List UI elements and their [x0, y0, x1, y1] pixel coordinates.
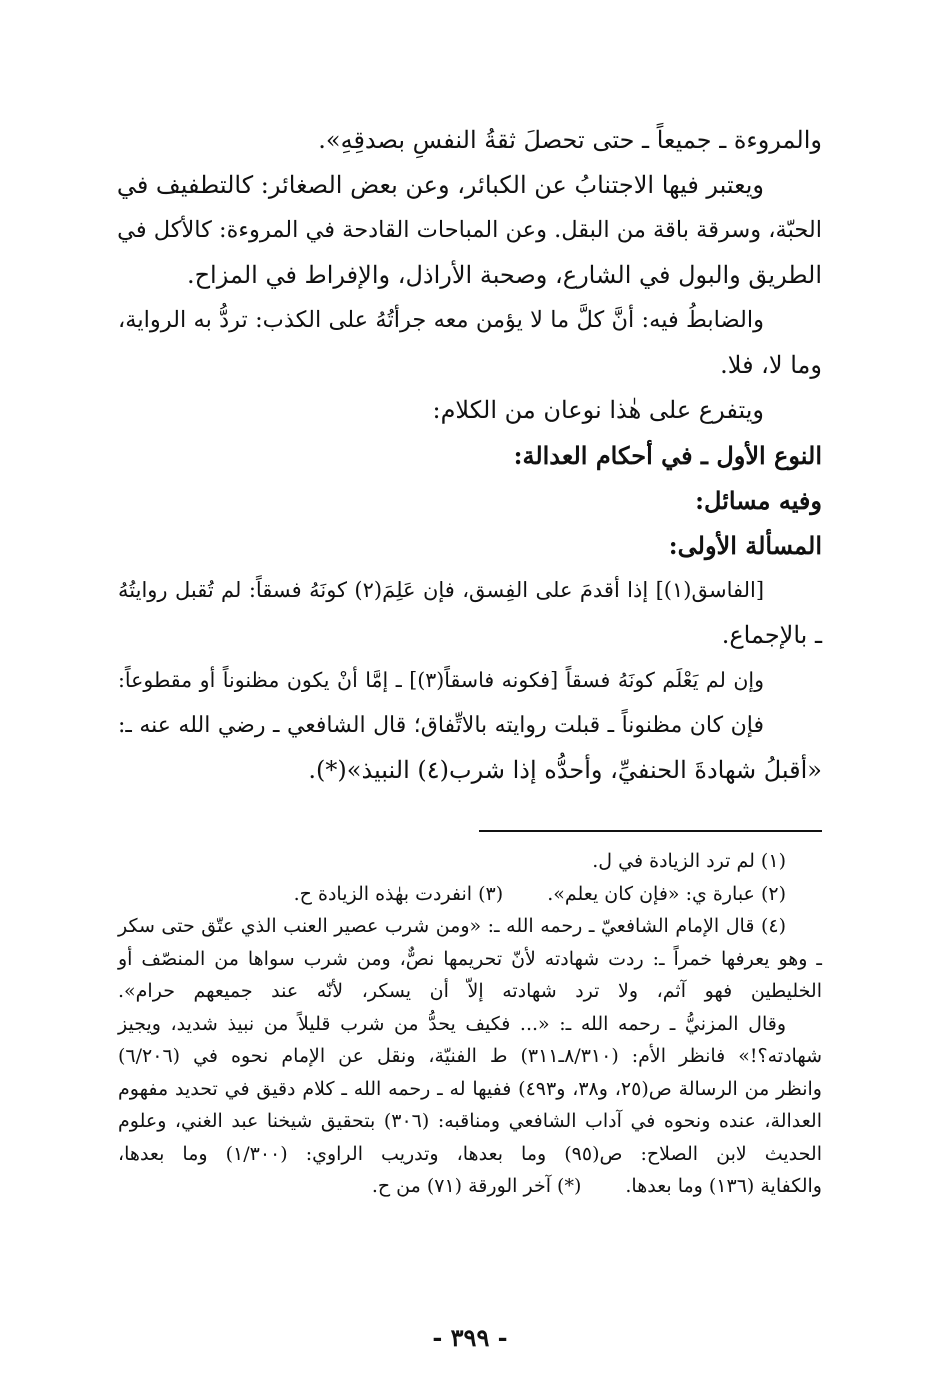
footnote-2: (٢) عبارة ي: «فإن كان يعلم».	[547, 882, 786, 905]
text-line: ـ بالإجماع.	[721, 621, 822, 649]
footnote-4-line: العدالة، عنده ونحوه في آداب الشافعي ومناقبه: (٣٠٦) بتحقيق شيخنا عبد الغني، وعلوم	[118, 1110, 822, 1132]
footnote-divider	[479, 830, 822, 832]
subheading: وفيه مسائل:	[695, 486, 822, 515]
footnote-1: (١) لم ترد الزيادة في ل.	[592, 850, 786, 872]
footnote-row	[118, 878, 822, 911]
text-line: فإن كان مظنوناً ـ قبلت روايته بالاتِّفاق؛ قال الشافعي ـ رضي الله عنه ـ:	[118, 713, 764, 738]
footnote-4-line: الخليطين فهو آثم، ولا ترد شهادته إلاّ أن يسكر، لأنّه عند جميعهم حرام».	[118, 980, 822, 1002]
text-line: والضابطُ فيه: أنَّ كلَّ ما لا يؤمن معه جرأتُهُ على الكذب: تردُّ به الرواية،	[118, 307, 764, 333]
text-line: [الفاسق(١)] إذا أقدمَ على الفِسق، فإن عَلِمَ(٢) كونَهُ فسقاً: لم تُقبل روايتُهُ	[118, 578, 765, 602]
footnote-4-line: (٤) قال الإمام الشافعيّ ـ رحمه الله ـ: «ومن شرب عصير العنب الذي عتّق حتى سكر	[118, 915, 786, 937]
footnote-star: (*) آخر الورقة (٧١) من ح.	[371, 1175, 582, 1197]
issue-heading: المسألة الأولى:	[668, 531, 822, 560]
footnote-4-line: الحديث لابن الصلاح: ص(٩٥) وما بعدها، وتدريب الراوي: (١/٣٠٠) وما بعدها،	[118, 1142, 822, 1165]
footnote-4-line: ـ وهو يعرفها خمراً ـ: ردت شهادته لأنّ تحريمها نصٌّ، ومن شرب سواها من المنصّف أو	[118, 947, 822, 970]
text-line: ويتفرع على هٰذا نوعان من الكلام:	[432, 396, 764, 424]
footnote-4-line: وقال المزنيُّ ـ رحمه الله ـ: «... فكيف يحدُّ من شرب قليلاً من نبيذ شديد، ويجيز	[118, 1012, 786, 1035]
quote-line: «أقبلُ شهادةَ الحنفيِّ، وأحدُّه إذا شرب(٤) النبيذ»(*).	[308, 756, 822, 784]
text-line: الطريق والبول في الشارع، وصحبة الأراذل، والإفراط في المزاح.	[186, 261, 822, 289]
text-line: وإن لم يَعْلَم كونَهُ فسقاً [فكونه فاسقاً(٣)] ـ إمَّا أنْ يكون مظنوناً أو مقطوعاً:	[118, 668, 764, 692]
footnotes	[118, 845, 822, 1203]
page-number: - ٣٩٩ -	[432, 1323, 508, 1352]
text-line: وما لا، فلا.	[720, 351, 822, 379]
footnote-4-line: وانظر من الرسالة ص(٢٥، و٣٨، و٤٩٣) ففيها له ـ رحمه الله ـ كلام دقيق في تحديد مفهوم	[118, 1077, 822, 1100]
book-page	[118, 0, 822, 1396]
footnote-4-line: شهادته؟!» فانظر الأم: (٨/٣١٠ـ٣١١) ط الفنيّة، ونقل عن الإمام نحوه في (٦/٢٠٦)	[118, 1045, 822, 1067]
text-line: الحبّة، وسرقة باقة من البقل. وعن المباحات القادحة في المروءة: كالأكل في	[117, 217, 822, 243]
text-line: والمروءة ـ جميعاً ـ حتى تحصلَ ثقةُ النفسِ بصدقِهِ».	[318, 126, 822, 154]
section-heading: النوع الأول ـ في أحكام العدالة:	[513, 441, 822, 470]
footnote-row	[118, 1170, 822, 1203]
main-text	[118, 118, 822, 793]
text-line: ويعتبر فيها الاجتنابُ عن الكبائر، وعن بعض الصغائر: كالتطفيف في	[116, 171, 764, 199]
footnote-4-last-line: والكفاية (١٣٦) وما بعدها.	[625, 1175, 822, 1197]
footnote-3: (٣) انفردت بهٰذه الزيادة ح.	[293, 882, 504, 905]
